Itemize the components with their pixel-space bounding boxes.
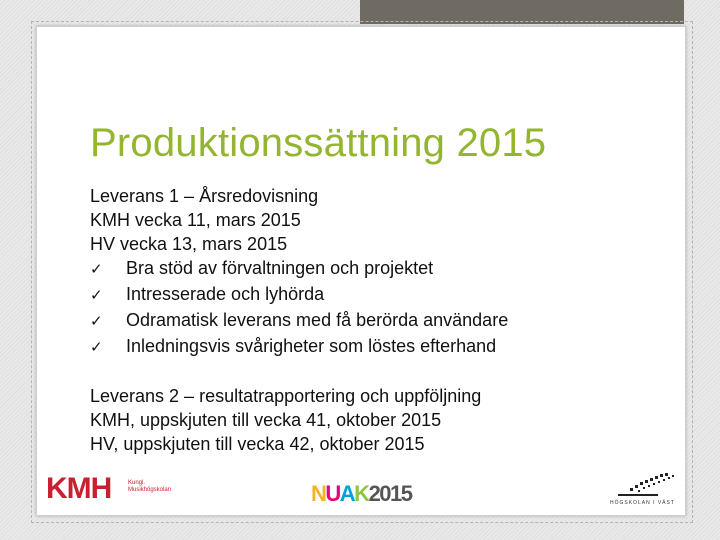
nuak-letter: U [325, 481, 340, 506]
checkmark-icon: ✓ [90, 339, 103, 356]
body-line [90, 408, 670, 432]
checkmark-icon: ✓ [90, 287, 103, 304]
checkmark-icon: ✓ [90, 261, 103, 278]
checklist-item [90, 256, 670, 282]
nuak-letter: A [339, 481, 355, 506]
paragraph-gap [90, 360, 670, 384]
line-text: KMH vecka 11, mars 2015 [90, 210, 301, 230]
line-text: Leverans 1 – Årsredovisning [90, 186, 319, 206]
line-text: Bra stöd av förvaltningen och projektet [126, 258, 434, 278]
body-line [90, 208, 670, 232]
line-text: Inledningsvis svårigheter som löstes efterhand [126, 336, 497, 356]
line-text: Odramatisk leverans med få berörda användare [126, 310, 509, 330]
top-decor-tab [360, 0, 684, 24]
body-line [90, 184, 670, 208]
nuak-year: 2015 [368, 481, 412, 506]
checklist-item [90, 334, 670, 360]
nuak-letter: N [311, 481, 326, 506]
slide-title: Produktionssättning 2015 [90, 121, 547, 165]
checklist-item [90, 308, 670, 334]
body-line [90, 432, 670, 456]
line-text: Leverans 2 – resultatrapportering och uppföljning [90, 386, 482, 406]
line-text: HV, uppskjuten till vecka 42, oktober 2015 [90, 434, 425, 454]
slide-body [90, 184, 670, 456]
kmh-logo-mark: KMH [46, 472, 112, 505]
checklist-item [90, 282, 670, 308]
line-text: KMH, uppskjuten till vecka 41, oktober 2015 [90, 410, 442, 430]
kmh-logo-subtitle: Kungl. Musikhögskolan [128, 480, 172, 493]
nuak-2015-logo [311, 482, 412, 506]
body-line [90, 384, 670, 408]
checkmark-icon: ✓ [90, 313, 103, 330]
body-line [90, 232, 670, 256]
line-text: HV vecka 13, mars 2015 [90, 234, 288, 254]
kmh-logo [46, 472, 172, 505]
nuak-letter: K [354, 481, 369, 506]
line-text: Intresserade och lyhörda [126, 284, 325, 304]
hv-logo-text: HÖGSKOLAN I VÄST [610, 500, 675, 506]
